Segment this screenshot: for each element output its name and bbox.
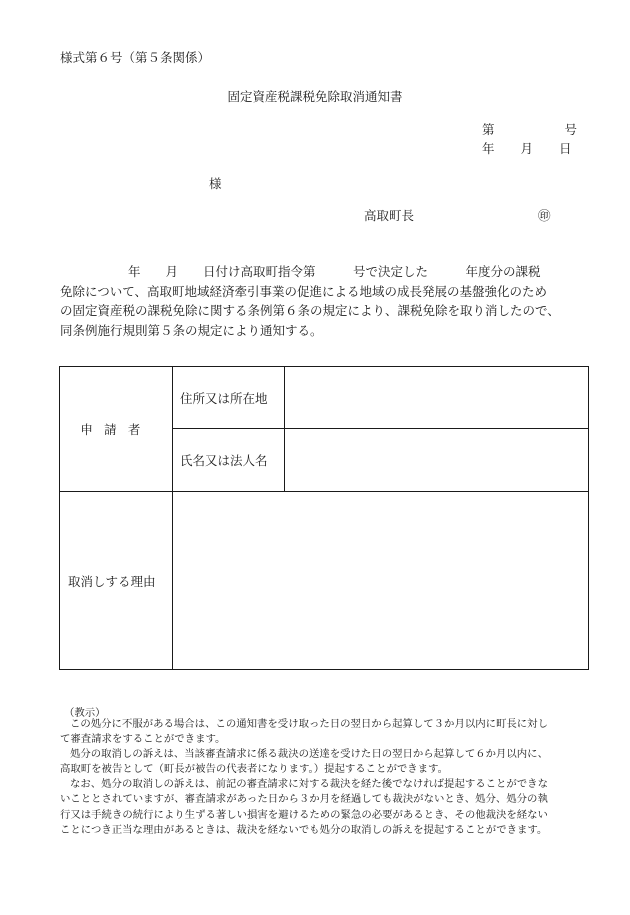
body-line: 同条例施行規則第５条の規定により通知する。 — [60, 322, 323, 338]
doc-no-suffix: 号 — [564, 122, 578, 137]
seal-mark: ㊞ — [538, 208, 551, 223]
date-line — [482, 141, 572, 157]
notice-line: 処分の取消しの訴えは、当該審査請求に係る裁決の送達を受けた日の翌日から起算して６か月以内に、 — [70, 748, 548, 761]
notice-line: なお、処分の取消しの訴えは、前記の審査請求に対する裁決を経た後でなければ提起することができな — [70, 778, 548, 791]
addressee-suffix: 様 — [209, 176, 222, 191]
body-line: 年 月 日付け高取町指令第 号で決定した 年度分の課税 — [128, 264, 541, 279]
body-line: 免除について、高取町地域経済牽引事業の促進による地域の成長発展の基盤強化のため — [60, 283, 548, 299]
reason-label: 取消しする理由 — [60, 492, 173, 670]
notice-line: 高取町を被告として（町長が被告の代表者になります。）提起することができます。 — [60, 763, 448, 776]
document-number-line — [482, 122, 577, 138]
notice-line: て審査請求をすることができます。 — [60, 733, 226, 746]
notice-line: いこととされていますが、審査請求があった日から３か月を経過しても裁決がないとき、処分、処分の執 — [60, 793, 548, 806]
name-label: 氏名又は法人名 — [173, 429, 285, 492]
document-title: 固定資産税課税免除取消通知書 — [227, 89, 403, 104]
notice-line: この処分に不服がある場合は、この通知書を受け取った日の翌日から起算して３か月以内に町長に対し — [70, 718, 548, 730]
notice-line: ことにつき正当な理由があるときは、裁決を経ないでも処分の取消しの訴えを提起することができます。 — [60, 823, 548, 836]
form-number: 様式第６号（第５条関係） — [60, 50, 211, 65]
body-line: の固定資産税の課税免除に関する条例第６条の規定により、課税免除を取り消したので、 — [60, 303, 560, 318]
doc-no-prefix: 第 — [482, 122, 495, 137]
address-label: 住所又は所在地 — [173, 367, 285, 429]
notice-line: 行又は手続きの続行により生ずる著しい損害を避けるための緊急の必要があるとき、その他裁決を経ない — [60, 808, 548, 821]
address-field[interactable] — [285, 367, 589, 429]
body-paragraph — [60, 262, 605, 340]
applicant-label: 申請者 — [60, 367, 173, 492]
date-day: 日 — [559, 141, 572, 156]
date-year: 年 — [482, 141, 495, 156]
date-month: 月 — [520, 141, 534, 156]
issuer-name: 高取町長 — [364, 208, 415, 223]
notice-text — [60, 717, 600, 838]
notice-heading: （教示） — [64, 707, 106, 719]
name-field[interactable] — [285, 429, 589, 492]
applicant-table — [59, 366, 589, 670]
reason-field[interactable] — [173, 492, 589, 670]
